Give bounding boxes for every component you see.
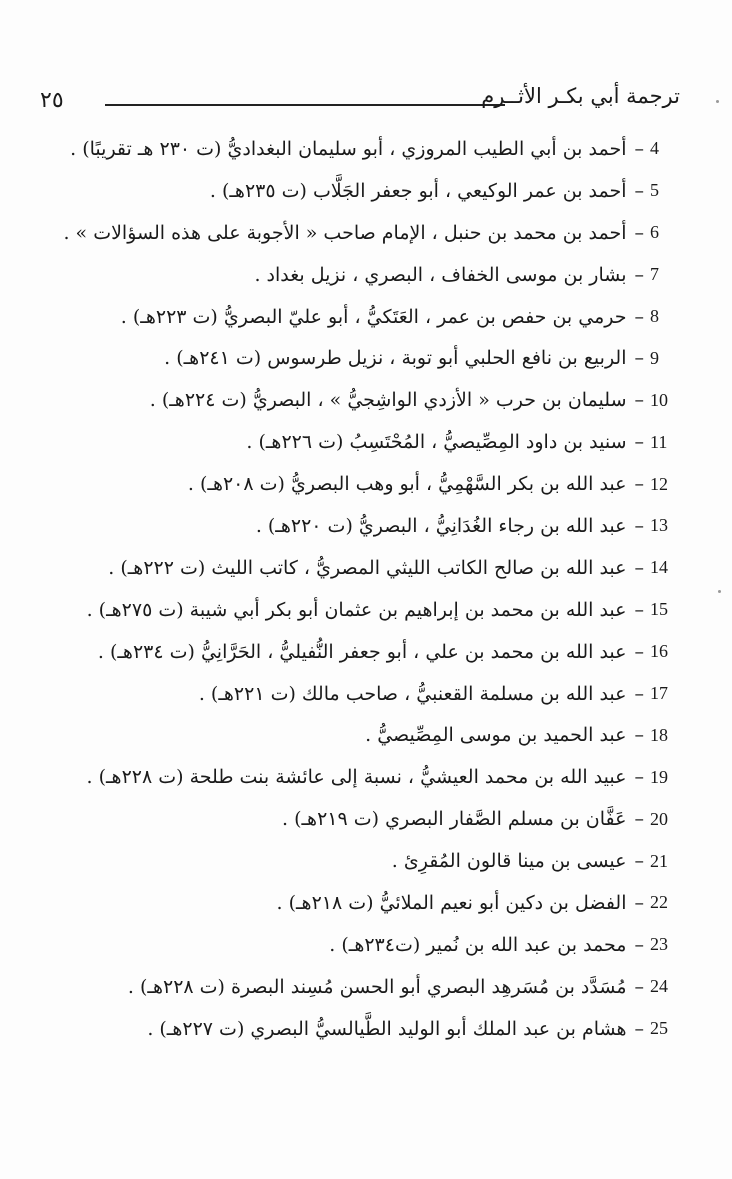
entry-number: 23 — [650, 934, 668, 955]
entry-dash: – — [634, 473, 644, 496]
entry-dash: – — [634, 975, 644, 998]
entry-number: 6 — [650, 222, 659, 243]
entry-dash: – — [634, 305, 644, 328]
entry-number: 16 — [650, 641, 668, 662]
entry-dash: – — [634, 556, 644, 579]
entry-dash: – — [634, 808, 644, 831]
entry-text: بشار بن موسى الخفاف ، البصري ، نزيل بغداد . — [254, 263, 627, 286]
entry-number: 18 — [650, 724, 668, 745]
list-item — [50, 170, 670, 212]
entry-dash: – — [634, 682, 644, 705]
entry-number: 12 — [650, 473, 668, 494]
entry-dash: – — [634, 640, 644, 663]
list-item — [50, 756, 670, 798]
entry-text: أحمد بن محمد بن حنبل ، الإمام صاحب « الأجوبة على هذه السؤالات » . — [63, 221, 627, 244]
entry-text: عبد الله بن محمد بن علي ، أبو جعفر النُّفيليُّ ، الحَرَّانِيُّ (ت ٢٣٤هـ) . — [97, 640, 627, 663]
entry-number: 5 — [650, 180, 659, 201]
list-item — [50, 505, 670, 547]
entry-number: 19 — [650, 766, 668, 787]
entry-text: الفضل بن دكين أبو نعيم الملائيُّ (ت ٢١٨هـ) . — [276, 891, 627, 914]
list-item — [50, 882, 670, 924]
page-number: ٢٥ — [40, 88, 64, 113]
entry-dash: – — [634, 431, 644, 454]
entry-dash: – — [634, 137, 644, 160]
entry-text: أحمد بن عمر الوكيعي ، أبو جعفر الجَلَّاب (ت ٢٣٥هـ) . — [209, 179, 627, 202]
entry-dash: – — [634, 933, 644, 956]
entry-dash: – — [634, 389, 644, 412]
list-item — [50, 212, 670, 254]
entry-text: سنيد بن داود المِصِّيصيُّ ، المُحْتَسِبُ (ت ٢٢٦هـ) . — [246, 431, 627, 454]
entry-text: عَفَّان بن مسلم الصَّفار البصري (ت ٢١٩هـ) . — [282, 808, 627, 831]
entry-number: 17 — [650, 683, 668, 704]
entry-dash: – — [634, 598, 644, 621]
scan-speck — [716, 100, 719, 103]
list-item — [50, 296, 670, 338]
list-item — [50, 631, 670, 673]
entry-text: عبد الله بن صالح الكاتب الليثي المصريُّ ، كاتب الليث (ت ٢٢٢هـ) . — [108, 556, 627, 579]
list-item — [50, 714, 670, 756]
header-rule — [105, 104, 505, 106]
entry-text: حرمي بن حفص بن عمر ، العَتَكيُّ ، أبو عليّ البصريُّ (ت ٢٢٣هـ) . — [120, 305, 627, 328]
entry-number: 4 — [650, 138, 659, 159]
entry-text: عبد الله بن مسلمة القعنبيُّ ، صاحب مالك (ت ٢٢١هـ) . — [198, 682, 627, 705]
list-item — [50, 924, 670, 966]
list-item — [50, 798, 670, 840]
entry-number: 9 — [650, 347, 659, 368]
entry-text: هشام بن عبد الملك أبو الوليد الطَّيالسيُّ البصري (ت ٢٢٧هـ) . — [147, 1017, 627, 1040]
entry-dash: – — [634, 514, 644, 537]
entry-dash: – — [634, 221, 644, 244]
entry-text: عبيد الله بن محمد العيشيُّ ، نسبة إلى عائشة بنت طلحة (ت ٢٢٨هـ) . — [86, 766, 627, 789]
entry-number: 21 — [650, 850, 668, 871]
list-item — [50, 966, 670, 1008]
entry-number: 22 — [650, 892, 668, 913]
list-item — [50, 254, 670, 296]
entry-number: 13 — [650, 515, 668, 536]
entry-number: 11 — [650, 431, 668, 452]
entry-number: 24 — [650, 976, 668, 997]
list-item — [50, 128, 670, 170]
entry-dash: – — [634, 766, 644, 789]
entry-text: الربيع بن نافع الحلبي أبو توبة ، نزيل طرسوس (ت ٢٤١هـ) . — [164, 347, 627, 370]
entry-text: عبد الله بن بكر السَّهْمِيُّ ، أبو وهب البصريُّ (ت ٢٠٨هـ) . — [187, 473, 627, 496]
entry-dash: – — [634, 1017, 644, 1040]
entry-dash: – — [634, 263, 644, 286]
running-title: ترجمة أبي بكـر الأثــرم — [481, 84, 680, 108]
entry-text: عبد الحميد بن موسى المِصِّيصيُّ . — [365, 724, 627, 747]
scan-speck — [718, 590, 721, 593]
list-item — [50, 421, 670, 463]
page-header — [40, 82, 680, 122]
entry-text: محمد بن عبد الله بن نُمير (ت٢٣٤هـ) . — [329, 933, 627, 956]
entry-number: 20 — [650, 808, 668, 829]
entry-dash: – — [634, 724, 644, 747]
entry-number: 10 — [650, 389, 668, 410]
entry-text: سليمان بن حرب « الأزدي الواشِجيُّ » ، البصريُّ (ت ٢٢٤هـ) . — [149, 389, 627, 412]
entry-text: أحمد بن أبي الطيب المروزي ، أبو سليمان البغداديُّ (ت ٢٣٠ هـ تقريبًا) . — [70, 137, 627, 160]
entry-dash: – — [634, 850, 644, 873]
entry-number: 14 — [650, 557, 668, 578]
entry-number: 7 — [650, 264, 659, 285]
entry-dash: – — [634, 891, 644, 914]
entry-text: مُسَدَّد بن مُسَرهِد البصري أبو الحسن مُسِند البصرة (ت ٢٢٨هـ) . — [127, 975, 627, 998]
list-item — [50, 589, 670, 631]
list-item — [50, 463, 670, 505]
list-item — [50, 337, 670, 379]
entry-number: 8 — [650, 306, 659, 326]
list-item — [50, 1008, 670, 1050]
entry-dash: – — [634, 347, 644, 370]
entry-text: عيسى بن مينا قالون المُقرِئ . — [391, 850, 627, 873]
list-item — [50, 379, 670, 421]
entry-number: 15 — [650, 599, 668, 620]
list-item — [50, 673, 670, 715]
list-item — [50, 547, 670, 589]
entry-number: 25 — [650, 1018, 668, 1039]
entry-text: عبد الله بن رجاء الغُدَانِيُّ ، البصريُّ (ت ٢٢٠هـ) . — [255, 514, 627, 537]
list-item — [50, 840, 670, 882]
entry-dash: – — [634, 179, 644, 202]
narrator-list — [50, 128, 670, 1050]
entry-text: عبد الله بن محمد بن إبراهيم بن عثمان أبو بكر أبي شيبة (ت ٢٧٥هـ) . — [86, 598, 627, 621]
